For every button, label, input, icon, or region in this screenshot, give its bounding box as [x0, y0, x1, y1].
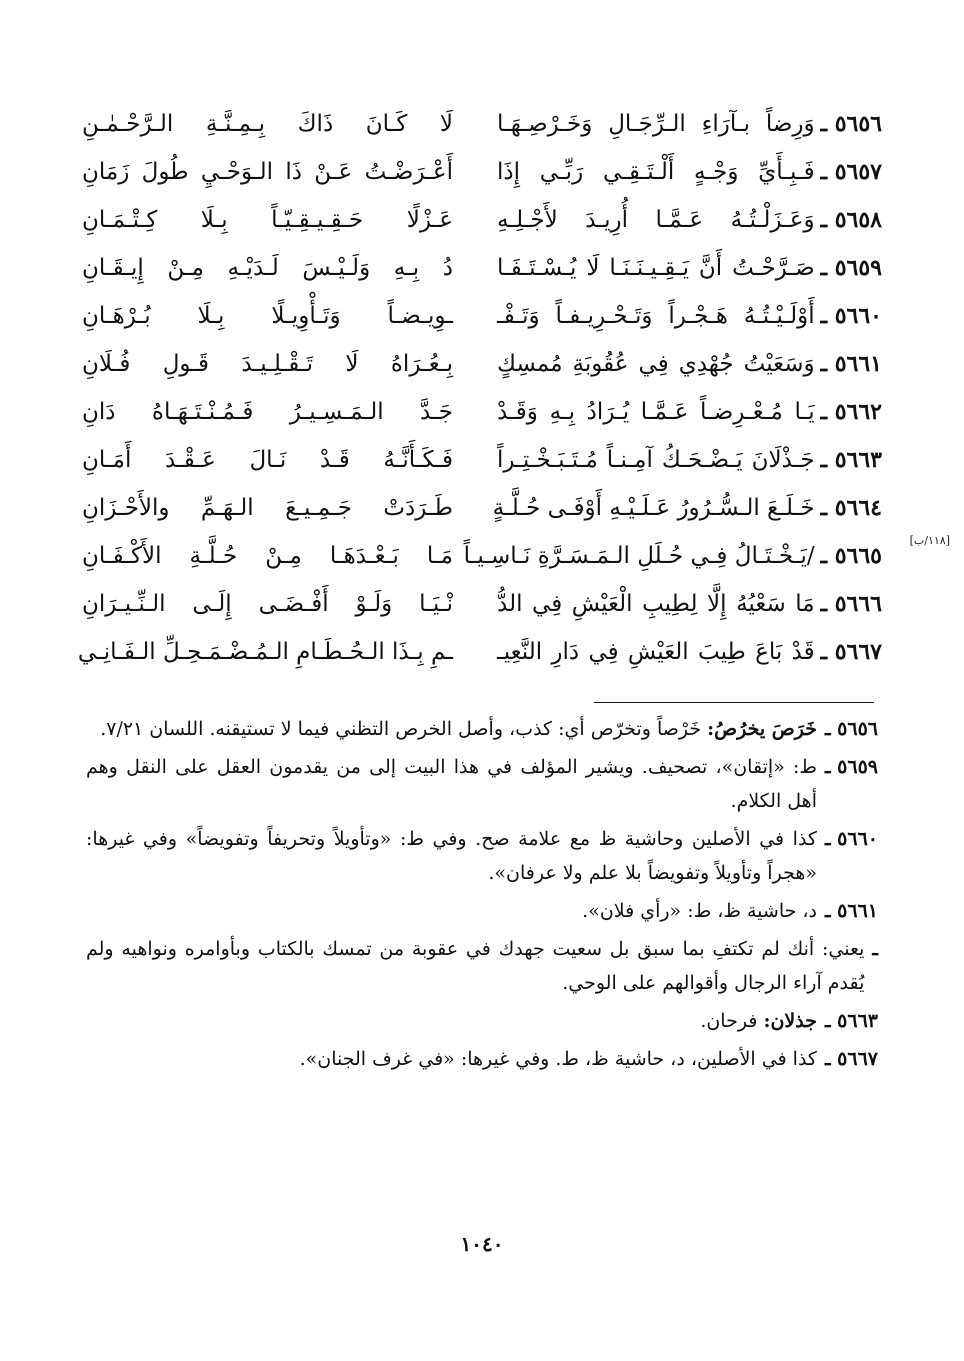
- verse-number: ٥٦٦٦ ـ: [820, 591, 882, 617]
- footnote: [86, 712, 878, 746]
- verse-second-hemistich: لَا كَـانَ ذَاكَ بِـمِـنَّـةِ الـرَّحْـمٰـنِ: [82, 111, 453, 137]
- verse-first-hemistich: [497, 340, 882, 388]
- footnote-number: ٥٦٥٦ ـ: [824, 718, 878, 740]
- footnote-text: [86, 932, 864, 1000]
- footnote-term: خَرَصَ يخرُصُ:: [707, 718, 817, 740]
- page-number: ١٠٤٠: [460, 1232, 504, 1256]
- footnote-term: جذلان:: [763, 1010, 817, 1032]
- footnote-number: ـ: [872, 938, 878, 960]
- verse-second-hemistich: عَـزْلًا حَـقِـيـقِـيّـاً بِـلَا كِـتْـمَـانِ: [82, 207, 453, 233]
- verse-number: ٥٦٥٩ ـ: [820, 255, 882, 281]
- verse-number: ٥٦٦٠ ـ: [820, 303, 882, 329]
- verse-first-hemistich: [497, 196, 882, 244]
- verse-second-hemistich: ـمِ بِـذَا الـحُـطَـامِ الـمُـضْـمَـحِـلِّ الـفَـانِـي: [77, 639, 453, 665]
- verse-second-hemistich: ـوِيـضـاً وَتَـأْوِيـلًا بِـلَا بُـرْهَـانِ: [82, 303, 453, 329]
- footnotes: [86, 712, 878, 1080]
- verse-line: [82, 532, 950, 580]
- verse-first-text: وَسَعَيْتُ جُهْدِي فِي عُقُوبَةِ مُمسِكٍ: [497, 351, 815, 377]
- footnote-body: فرحان.: [700, 1010, 764, 1032]
- footnote-text: [86, 750, 817, 818]
- verse-line: [82, 580, 882, 628]
- footnote-text: [86, 1004, 817, 1038]
- footnote-text: [86, 894, 817, 928]
- verse-line: [82, 292, 882, 340]
- verse-first-hemistich: [497, 388, 882, 436]
- footnote-text: [86, 712, 817, 746]
- footnote: [86, 822, 878, 890]
- verse-first-text: صَـرَّحْـتُ أَنَّ يَـقِـيـنَـنَـا لَا يُـسْـتَـفَـا: [497, 255, 815, 281]
- verse-number: ٥٦٦٤ ـ: [820, 495, 882, 521]
- verse-first-hemistich: [463, 532, 882, 580]
- verse-line: [82, 196, 882, 244]
- footnote-body: كذا في الأصلين، د، حاشية ظ، ط. وفي غيرها: «في غرف الجنان».: [299, 1048, 817, 1070]
- footnote: [86, 894, 878, 928]
- verse-line: [82, 148, 882, 196]
- verse-second-hemistich: فَـكَـأَنَّـهُ قَـدْ نَـالَ عَـقْـدَ أَمَـانِ: [82, 447, 453, 473]
- verse-first-text: مَا سَعْيُهُ إِلَّا لِطِيبِ الْعَيْشِ فِي الدُّ: [497, 591, 815, 617]
- verse-number: ٥٦٥٦ ـ: [820, 111, 882, 137]
- verse-second-hemistich: مَـا بَـعْـدَهَـا مِـنْ حُـلَّـةِ الأَكْـفَـانِ: [82, 543, 453, 569]
- poem-verses: [77, 100, 950, 676]
- footnote-body: خَرْصاً وتخرّص أي: كذب، وأصل الخرص التظني فيما لا تستيقنه. اللسان ٧/٢١.: [100, 718, 708, 740]
- footnote: [86, 932, 878, 1000]
- verse-first-hemistich: [497, 148, 882, 196]
- verse-number: ٥٦٦٢ ـ: [820, 399, 882, 425]
- footnote-body: د، حاشية ظ، ط: «رأي فلان».: [582, 900, 817, 922]
- verse-first-hemistich: [497, 292, 882, 340]
- verse-first-hemistich: [497, 580, 882, 628]
- verse-line: [82, 244, 882, 292]
- verse-line: [82, 436, 882, 484]
- verse-first-text: جَـذْلَانَ يَـضْـحَـكُ آمِـنـاً مُـتَـبَـخْـتِـراً: [497, 447, 815, 473]
- footnote-body: يعني: أنك لم تكتفِ بما سبق بل سعيت جهدك في عقوبة من تمسك بالكتاب وبأوامره ونواهيه ولم يُقدم آراء الرجال وأقوالهم على الوحي.: [86, 938, 865, 994]
- footnote-body: كذا في الأصلين وحاشية ظ مع علامة صح. وفي ط: «وتأويلاً وتحريفاً وتفويضاً» وفي غيرها: «هجراً وتأويلاً وتفويضاً بلا علم ولا عرفان».: [86, 828, 817, 884]
- verse-first-text: أَوْلَـيْـتُـهُ هَـجْـراً وَتَـحْـرِيـفـاً وَتَـفْـ: [497, 303, 815, 329]
- footnote: [86, 1004, 878, 1038]
- footnote-text: [86, 1042, 817, 1076]
- verse-number: ٥٦٦١ ـ: [820, 351, 882, 377]
- verse-first-text: وَعَـزَلْـتُـهُ عَـمَّـا أُرِيـدَ لأَجْـلِـهِ: [497, 207, 815, 233]
- verse-first-hemistich: [497, 628, 882, 676]
- footnote-separator: [594, 702, 874, 703]
- footnote-text: [86, 822, 817, 890]
- verse-line: [82, 484, 882, 532]
- footnote: [86, 750, 878, 818]
- footnote-number: ٥٦٦٠ ـ: [824, 828, 878, 850]
- verse-second-hemistich: طَـرَدَتْ جَـمِـيـعَ الـهَـمِّ والأَحْـزَانِ: [82, 495, 453, 521]
- verse-line: [82, 100, 882, 148]
- footnote-body: ط: «إتقان»، تصحيف. ويشير المؤلف في هذا البيت إلى من يقدمون العقل على النقل وهم أهل الكلام.: [86, 756, 817, 812]
- verse-number: ٥٦٦٣ ـ: [820, 447, 882, 473]
- verse-first-hemistich: [497, 244, 882, 292]
- verse-first-text: خَـلَـعَ الـسُّـرُورُ عَـلَـيْـهِ أَوْفَـى حُـلَّـةٍ: [492, 495, 815, 521]
- verse-second-hemistich: بِـعُـرَاهُ لَا تَـقْـلِـيـدَ قَـولِ فُـلَانِ: [82, 351, 453, 377]
- footnote: [86, 1042, 878, 1076]
- verse-first-text: يَـا مُـعْـرِضـاً عَـمَّـا يُـرَادُ بِـهِ وَقَـدْ: [497, 399, 815, 425]
- verse-first-text: قَدْ بَاعَ طِيبَ العَيْشِ فِي دَارِ النَّعِيـ: [497, 639, 815, 665]
- verse-first-hemistich: [497, 100, 882, 148]
- verse-number: ٥٦٥٨ ـ: [820, 207, 882, 233]
- verse-second-hemistich: جَـدَّ الـمَـسِـيـرُ فَـمُـنْـتَـهَـاهُ دَانِ: [82, 399, 453, 425]
- verse-line: [82, 388, 882, 436]
- verse-number: ٥٦٦٧ ـ: [820, 639, 882, 665]
- verse-first-text: /يَـخْـتَـالُ فِـي حُـلَلِ الـمَـسَـرَّةِ نَـاسِـيـاً: [463, 543, 815, 569]
- footnote-number: ٥٦٥٩ ـ: [824, 756, 878, 778]
- verse-line: [82, 340, 882, 388]
- verse-first-text: وَرِضاً بـآرَاءِ الـرِّجَـالِ وَخَـرْصِـهَـا: [497, 111, 815, 137]
- verse-second-hemistich: دُ بِـهِ وَلَـيْـسَ لَـدَيْـهِ مِـنْ إِيـقَـانِ: [82, 255, 453, 281]
- verse-first-hemistich: [497, 436, 882, 484]
- footnote-number: ٥٦٦٧ ـ: [824, 1048, 878, 1070]
- footnote-number: ٥٦٦١ ـ: [824, 900, 878, 922]
- verse-line: [77, 628, 882, 676]
- verse-first-text: فَـبِـأَيِّ وَجْـهٍ أَلْـتَـقِـي رَبِّـي إِذَا: [497, 159, 815, 185]
- manuscript-folio-ref: [١١٨/ب]: [909, 534, 950, 547]
- footnote-number: ٥٦٦٣ ـ: [824, 1010, 878, 1032]
- verse-number: ٥٦٦٥ ـ: [820, 543, 882, 569]
- verse-second-hemistich: أَعْـرَضْـتُ عَـنْ ذَا الـوَحْـيِ طُولَ زَمَانِ: [82, 159, 453, 185]
- verse-second-hemistich: نْـيَـا وَلَـوْ أَفْـضَـى إِلَـى الـنِّـيـرَانِ: [82, 591, 453, 617]
- verse-first-hemistich: [492, 484, 882, 532]
- verse-number: ٥٦٥٧ ـ: [820, 159, 882, 185]
